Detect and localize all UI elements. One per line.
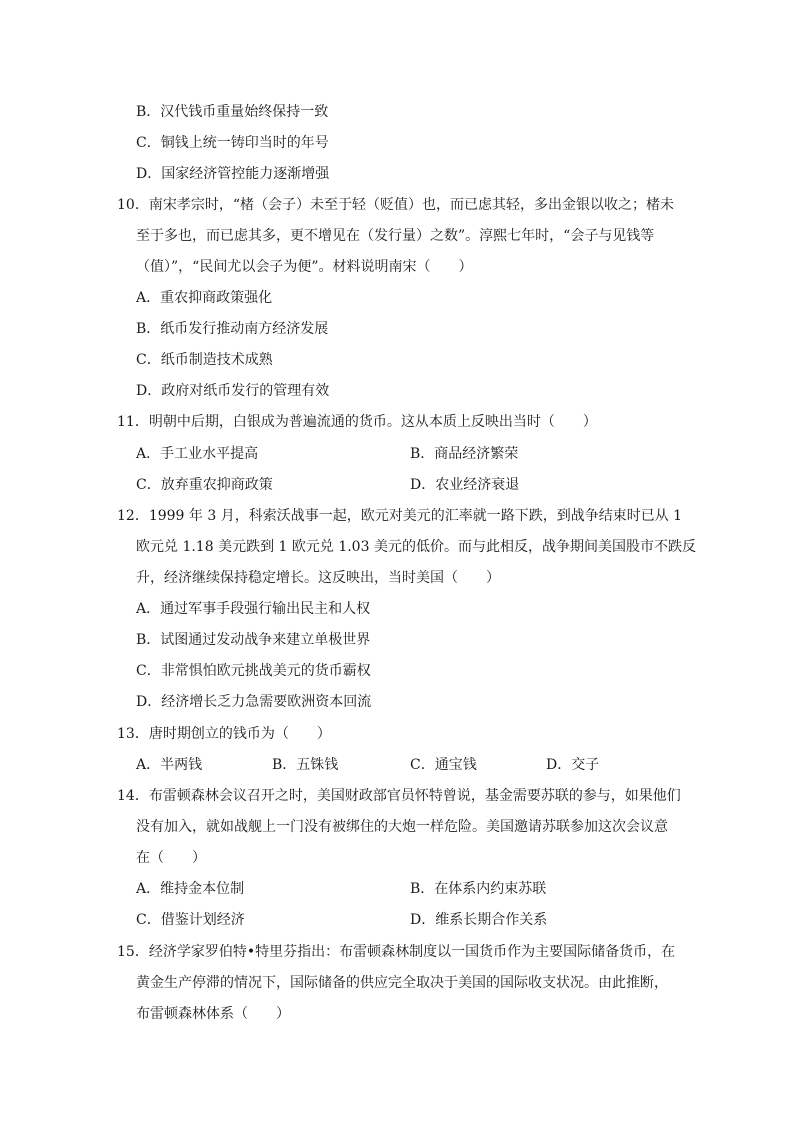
q14-stem-line2: 没有加入，就如战舰上一门没有被绑住的大炮一样危险。美国邀请苏联参加这次会议意 [136, 819, 668, 835]
q10-stem-line1: 10．南宋孝宗时，“楮（会子）未至于轻（贬值）也，而已虑其轻，多出金银以收之；楮未 [117, 197, 674, 213]
q11-option-a: A．手工业水平提高 [136, 446, 259, 462]
q14-option-b: B．在体系内约束苏联 [410, 881, 547, 897]
q10-option-b: B．纸币发行推动南方经济发展 [136, 321, 329, 337]
q13-option-b: B．五铢钱 [272, 757, 339, 773]
q10-option-c: C．纸币制造技术成熟 [136, 352, 273, 368]
q10-option-a: A．重农抑商政策强化 [136, 290, 273, 306]
q14-stem-line1: 14．布雷顿森林会议召开之时，美国财政部官员怀特曾说，基金需要苏联的参与，如果他们 [117, 788, 681, 804]
q13-stem: 13．唐时期创立的钱币为（ ） [117, 726, 331, 742]
q14-option-a: A．维持金本位制 [136, 881, 245, 897]
q9-option-d: D．国家经济管控能力逐渐增强 [136, 166, 330, 182]
q9-option-c: C．铜钱上统一铸印当时的年号 [136, 135, 329, 151]
q9-option-b: B．汉代钱币重量始终保持一致 [136, 104, 329, 120]
q14-option-c: C．借鉴计划经济 [136, 912, 245, 928]
q10-option-d: D．政府对纸币发行的管理有效 [136, 383, 330, 399]
q12-stem-line2: 欧元兑 1.18 美元跌到 1 欧元兑 1.03 美元的低价。而与此相反，战争期间美国股市不跌反 [136, 539, 696, 555]
q13-option-c: C．通宝钱 [410, 757, 477, 773]
q14-stem-line3: 在（ ） [136, 850, 206, 866]
q14-option-d: D．维系长期合作关系 [410, 912, 548, 928]
q15-stem-line3: 布雷顿森林体系（ ） [136, 1006, 290, 1022]
q12-option-d: D．经济增长乏力急需要欧洲资本回流 [136, 694, 372, 710]
q12-option-c: C．非常惧怕欧元挑战美元的货币霸权 [136, 663, 371, 679]
q11-option-b: B．商品经济繁荣 [410, 446, 519, 462]
q11-stem: 11．明朝中后期，白银成为普遍流通的货币。这从本质上反映出当时（ ） [117, 414, 597, 430]
q15-stem-line1: 15．经济学家罗伯特•特里芬指出：布雷顿森林制度以一国货币作为主要国际储备货币，在 [117, 944, 676, 960]
q13-option-a: A．半两钱 [136, 757, 203, 773]
q15-stem-line2: 黄金生产停滞的情况下，国际储备的供应完全取决于美国的国际收支状况。由此推断， [136, 975, 668, 991]
q12-stem-line3: 升，经济继续保持稳定增长。这反映出，当时美国（ ） [136, 570, 500, 586]
q11-option-c: C．放弃重农抑商政策 [136, 477, 273, 493]
q10-stem-line3: （值）”，“民间尤以会子为便”。材料说明南宋（ ） [136, 259, 473, 275]
q11-option-d: D．农业经济衰退 [410, 477, 520, 493]
q10-stem-line2: 至于多也，而已虑其多，更不增见在（发行量）之数”。淳熙七年时，“会子与见钱等 [136, 228, 655, 244]
q13-option-d: D．交子 [546, 757, 600, 773]
q12-stem-line1: 12．1999 年 3 月，科索沃战事一起，欧元对美元的汇率就一路下跌，到战争结束时已从 1 [117, 508, 683, 524]
q12-option-b: B．试图通过发动战争来建立单极世界 [136, 632, 371, 648]
q12-option-a: A．通过军事手段强行输出民主和人权 [136, 601, 371, 617]
